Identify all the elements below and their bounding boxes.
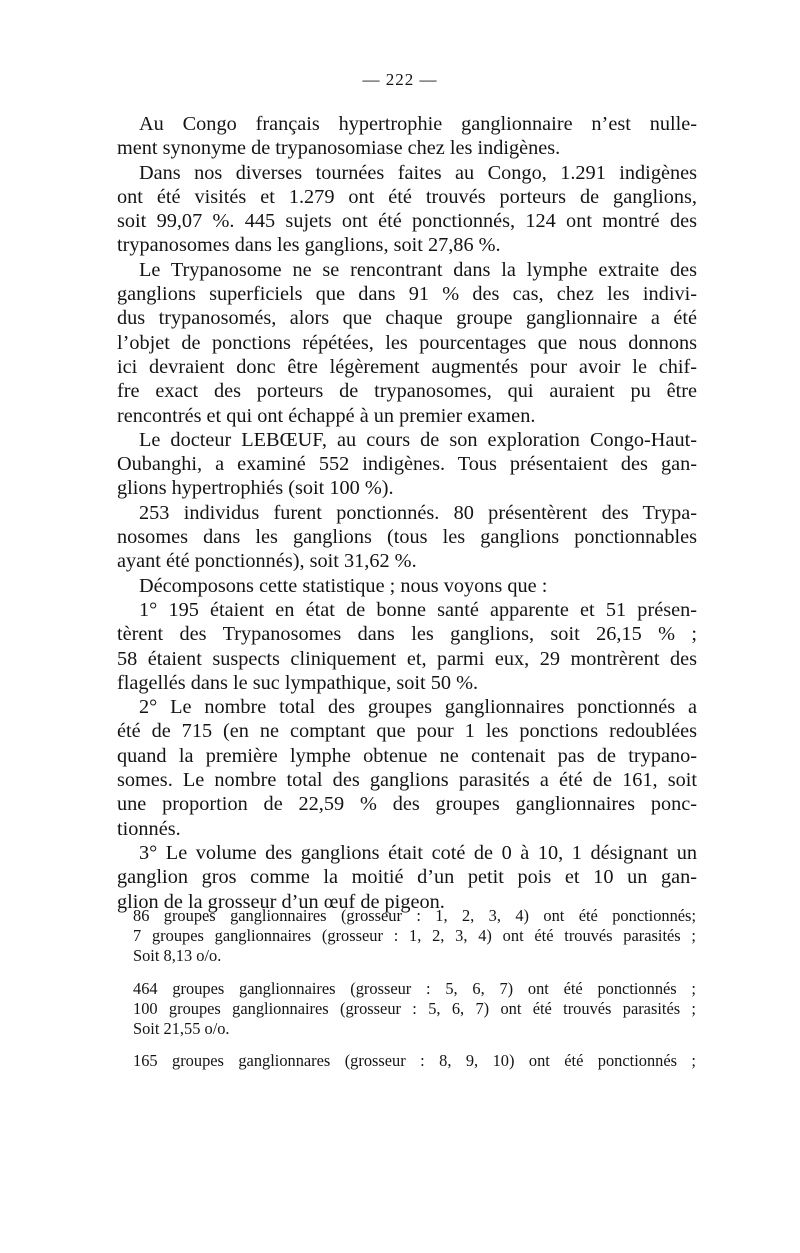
note-line: 165 groupes ganglionnares (grosseur : 8, 9, 10) ont été ponctionnés ; (133, 1051, 696, 1071)
text-line: une proportion de 22,59 % des groupes ganglionnaires ponc- (117, 793, 697, 816)
text-line: été de 715 (en ne comptant que pour 1 les ponctions redoublées (117, 720, 697, 743)
note-line: 464 groupes ganglionnaires (grosseur : 5, 6, 7) ont été ponctionnés ; (133, 978, 696, 998)
text-line: Dans nos diverses tournées faites au Congo, 1.291 indigènes (139, 161, 697, 184)
text-line: Au Congo français hypertrophie ganglionnaire n’est nulle- (139, 113, 697, 135)
text-line: 2° Le nombre total des groupes ganglionnaires ponctionnés a (139, 696, 697, 719)
text-line: tèrent des Trypanosomes dans les ganglions, soit 26,15 % ; (117, 623, 697, 646)
text-line: flagellés dans le suc lympathique, soit 50 %. (117, 671, 479, 694)
paragraph (117, 695, 697, 841)
note-line: 100 groupes ganglionnaires (grosseur : 5, 6, 7) ont été trouvés parasités ; (133, 998, 696, 1018)
paragraph (117, 841, 697, 914)
text-line: ment synonyme de trypanosomiase chez les indigènes. (117, 137, 561, 160)
text-line: tionnés. (117, 817, 181, 840)
text-line: dus trypanosomés, alors que chaque groupe ganglionnaire a été (117, 307, 697, 330)
text-line: ayant été ponctionnés), soit 31,62 %. (117, 550, 417, 573)
text-line: ganglion gros comme la moitié d’un petit pois et 10 un gan- (117, 866, 697, 889)
paragraph (117, 112, 697, 161)
text-line: 58 étaient suspects cliniquement et, parmi eux, 29 montrèrent des (117, 647, 697, 670)
footnote (133, 1051, 696, 1071)
text-line: Oubanghi, a examiné 552 indigènes. Tous présentaient des gan- (117, 453, 697, 476)
text-line: ici devraient donc être légèrement augmentés pour avoir le chif- (117, 355, 697, 378)
footnote (133, 906, 696, 967)
note-line: Soit 21,55 o/o. (133, 1019, 230, 1039)
footnote (133, 979, 696, 1040)
text-line: trypanosomes dans les ganglions, soit 27,86 %. (117, 234, 501, 257)
text-line: 253 individus furent ponctionnés. 80 présentèrent des Trypa- (139, 501, 697, 524)
paragraph (117, 161, 697, 258)
text-line: fre exact des porteurs de trypanosomes, qui auraient pu être (117, 380, 697, 403)
note-line: 7 groupes ganglionnaires (grosseur : 1, 2, 3, 4) ont été trouvés parasités ; (133, 926, 696, 946)
page-number: — 222 — (362, 70, 438, 89)
text-line: nosomes dans les ganglions (tous les ganglions ponctionnables (117, 526, 697, 549)
text-line: quand la première lymphe obtenue ne contenait pas de trypano- (117, 744, 697, 767)
text-line: rencontrés et qui ont échappé à un premier examen. (117, 404, 536, 427)
text-line: ont été visités et 1.279 ont été trouvés porteurs de ganglions, (117, 185, 697, 208)
paragraph (117, 258, 697, 428)
text-line: 1° 195 étaient en état de bonne santé apparente et 51 présen- (139, 598, 697, 621)
paragraph (117, 501, 697, 574)
text-line: l’objet de ponctions répétées, les pourcentages que nous donnons (117, 331, 697, 354)
paragraph (117, 428, 697, 501)
paragraph (117, 598, 697, 695)
text-line: somes. Le nombre total des ganglions parasités a été de 161, soit (117, 769, 697, 792)
text-line: glions hypertrophiés (soit 100 %). (117, 477, 394, 500)
text-line: glion de la grosseur d’un œuf de pigeon. (117, 890, 445, 913)
text-line: Décomposons cette statistique ; nous voyons que : (139, 574, 548, 597)
text-line: Le Trypanosome ne se rencontrant dans la lymphe extraite des (139, 258, 697, 281)
footnotes (133, 906, 696, 1083)
text-line: soit 99,07 %. 445 sujets ont été ponctionnés, 124 ont montré des (117, 210, 697, 233)
note-line: 86 groupes ganglionnaires (grosseur : 1, 2, 3, 4) ont été ponctionnés; (133, 906, 696, 925)
text-line: Le docteur LEBŒUF, au cours de son exploration Congo-Haut- (139, 428, 697, 451)
note-line: Soit 8,13 o/o. (133, 946, 222, 966)
text-line: ganglions superficiels que dans 91 % des cas, chez les indivi- (117, 283, 697, 306)
paragraph (117, 574, 697, 598)
body-text (117, 112, 697, 914)
text-line: 3° Le volume des ganglions était coté de 0 à 10, 1 désignant un (139, 841, 697, 864)
